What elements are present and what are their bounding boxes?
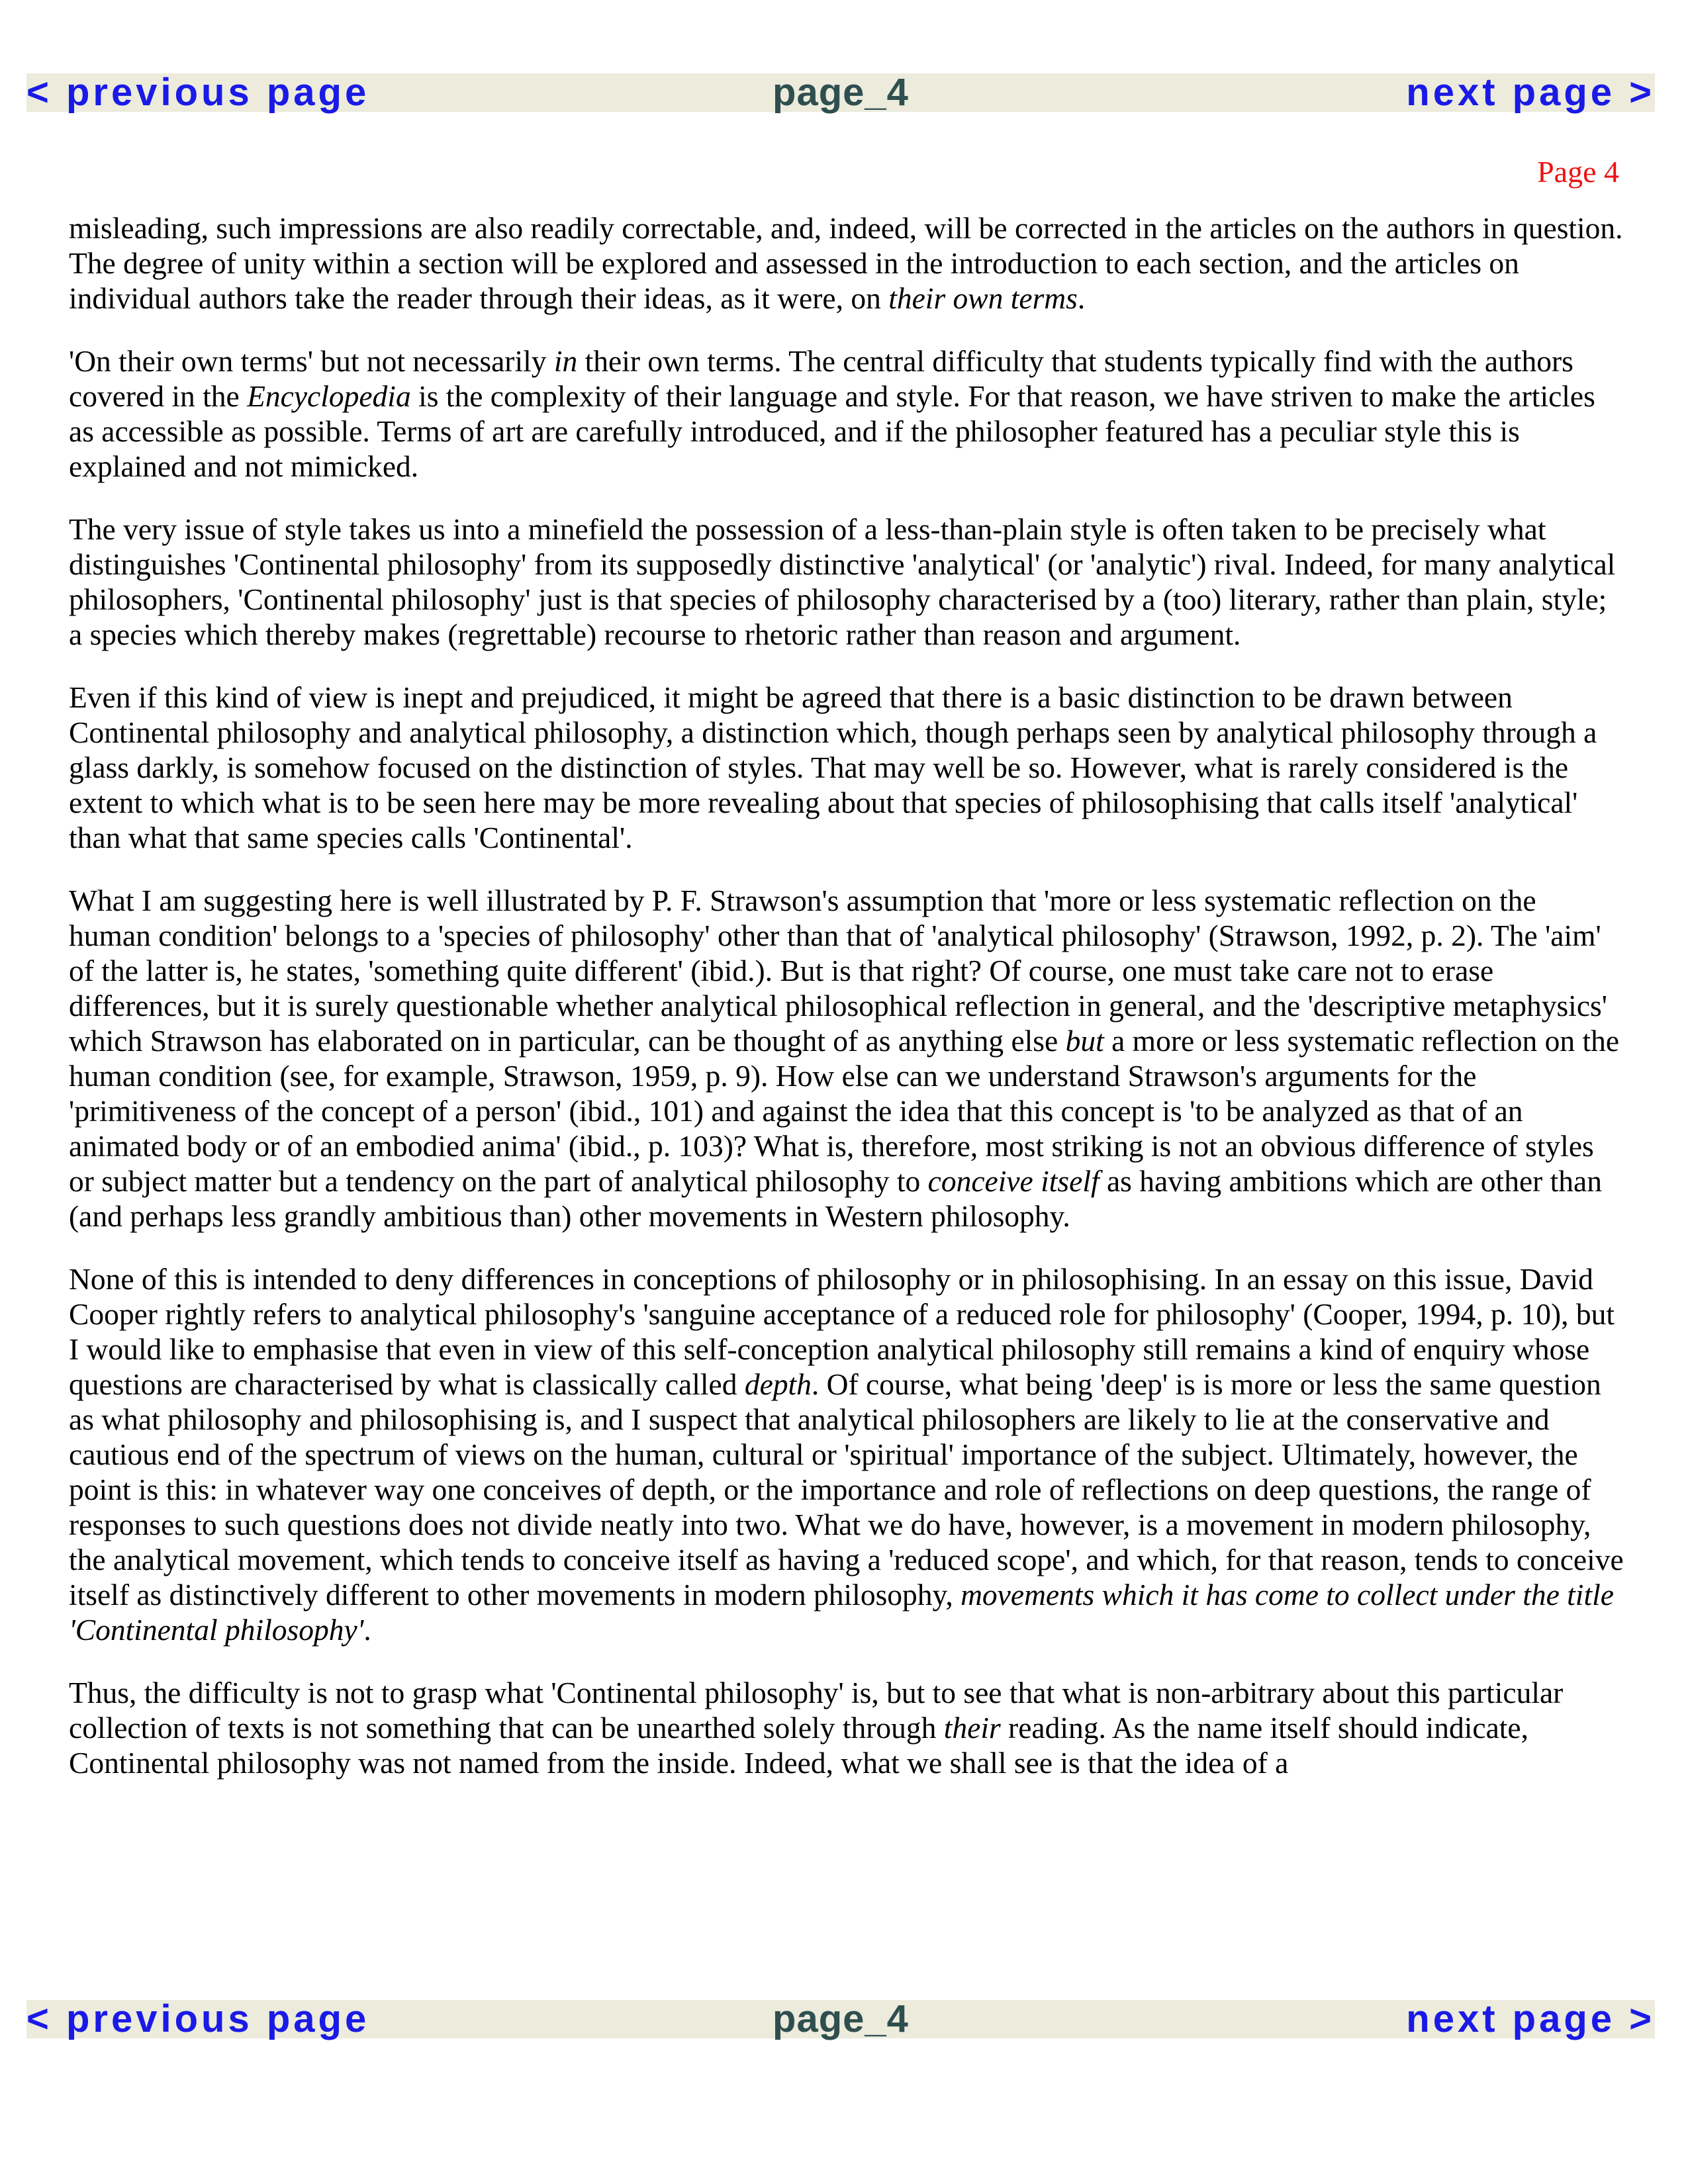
top-navigation-bar	[26, 73, 1655, 112]
paragraph-5: What I am suggesting here is well illustrated by P. F. Strawson's assumption that 'more or less systematic reflection on the human condition' belongs to a 'species of philosophy' other than that of 'analytical philosophy' (Strawson, 1992, p. 2). The 'aim' of the latter is, he states, 'something quite different' (ibid.). But is that right? Of course, one must take care not to erase differences, but it is surely questionable whether analytical philosophical reflection in general, and the 'descriptive metaphysics' which Strawson has elaborated on in particular, can be thought of as anything else but a more or less systematic reflection on the human condition (see, for example, Strawson, 1959, p. 9). How else can we understand Strawson's arguments for the 'primitiveness of the concept of a person' (ibid., 101) and against the idea that this concept is 'to be analyzed as that of an animated body or of an embodied anima' (ibid., p. 103)? What is, therefore, most striking is not an obvious difference of styles or subject matter but a tendency on the part of analytical philosophy to conceive itself as having ambitions which are other than (and perhaps less grandly ambitious than) other movements in Western philosophy.	[69, 884, 1620, 1233]
page-indicator-bottom: page_4	[773, 1997, 909, 2040]
article-body	[69, 210, 1624, 1780]
paragraph-7: Thus, the difficulty is not to grasp what 'Continental philosophy' is, but to see that what is non-arbitrary about this particular collection of texts is not something that can be unearthed solely through their reading. As the name itself should indicate, Continental philosophy was not named from the inside. Indeed, what we shall see is that the idea of a	[69, 1676, 1564, 1780]
page-number-label: Page 4	[1537, 155, 1619, 189]
paragraph-3: The very issue of style takes us into a minefield the possession of a less-than-plain style is often taken to be precisely what distinguishes 'Continental philosophy' from its supposedly distinctive 'analytical' (or 'analytic') rival. Indeed, for many analytical philosophers, 'Continental philosophy' just is that species of philosophy characterised by a (too) literary, rather than plain, style; a species which thereby makes (regrettable) recourse to rhetoric rather than reason and argument.	[69, 512, 1616, 651]
bottom-navigation-bar	[26, 1997, 1655, 2040]
next-page-link[interactable]: next page >	[1406, 71, 1655, 114]
next-page-link-bottom[interactable]: next page >	[1406, 1997, 1655, 2040]
paragraph-4: Even if this kind of view is inept and prejudiced, it might be agreed that there is a basic distinction to be drawn between Continental philosophy and analytical philosophy, a distinction which, though perhaps seen by analytical philosophy through a glass darkly, is somehow focused on the distinction of styles. That may well be so. However, what is rarely considered is the extent to which what is to be seen here may be more revealing about that species of philosophising that calls itself 'analytical' than what that same species calls 'Continental'.	[69, 680, 1597, 854]
paragraph-1: misleading, such impressions are also readily correctable, and, indeed, will be corrected in the articles on the authors in question. The degree of unity within a section will be explored and assessed in the introduction to each section, and the articles on individual authors take the reader through their ideas, as it were, on their own terms.	[69, 211, 1623, 315]
page-indicator: page_4	[773, 71, 909, 114]
paragraph-6: None of this is intended to deny differences in conceptions of philosophy or in philosophising. In an essay on this issue, David Cooper rightly refers to analytical philosophy's 'sanguine acceptance of a reduced role for philosophy' (Cooper, 1994, p. 10), but I would like to emphasise that even in view of this self-conception analytical philosophy still remains a kind of enquiry whose questions are characterised by what is classically called depth. Of course, what being 'deep' is is more or less the same question as what philosophy and philosophising is, and I suspect that analytical philosophers are likely to lie at the conservative and cautious end of the spectrum of views on the human, cultural or 'spiritual' importance of the subject. Ultimately, however, the point is this: in whatever way one conceives of depth, or the importance and role of reflections on deep questions, the range of responses to such questions does not divide neatly into two. What we do have, however, is a movement in modern philosophy, the analytical movement, which tends to conceive itself as having a 'reduced scope', and which, for that reason, tends to conceive itself as distinctively different to other movements in modern philosophy, movements which it has come to collect under the title 'Continental philosophy'.	[69, 1262, 1624, 1647]
previous-page-link[interactable]: < previous page	[26, 71, 370, 114]
previous-page-link-bottom[interactable]: < previous page	[26, 1997, 370, 2040]
paragraph-2: 'On their own terms' but not necessarily in their own terms. The central difficulty that students typically find with the authors covered in the Encyclopedia is the complexity of their language and style. For that reason, we have striven to make the articles as accessible as possible. Terms of art are carefully introduced, and if the philosopher featured has a peculiar style this is explained and not mimicked.	[69, 344, 1595, 483]
